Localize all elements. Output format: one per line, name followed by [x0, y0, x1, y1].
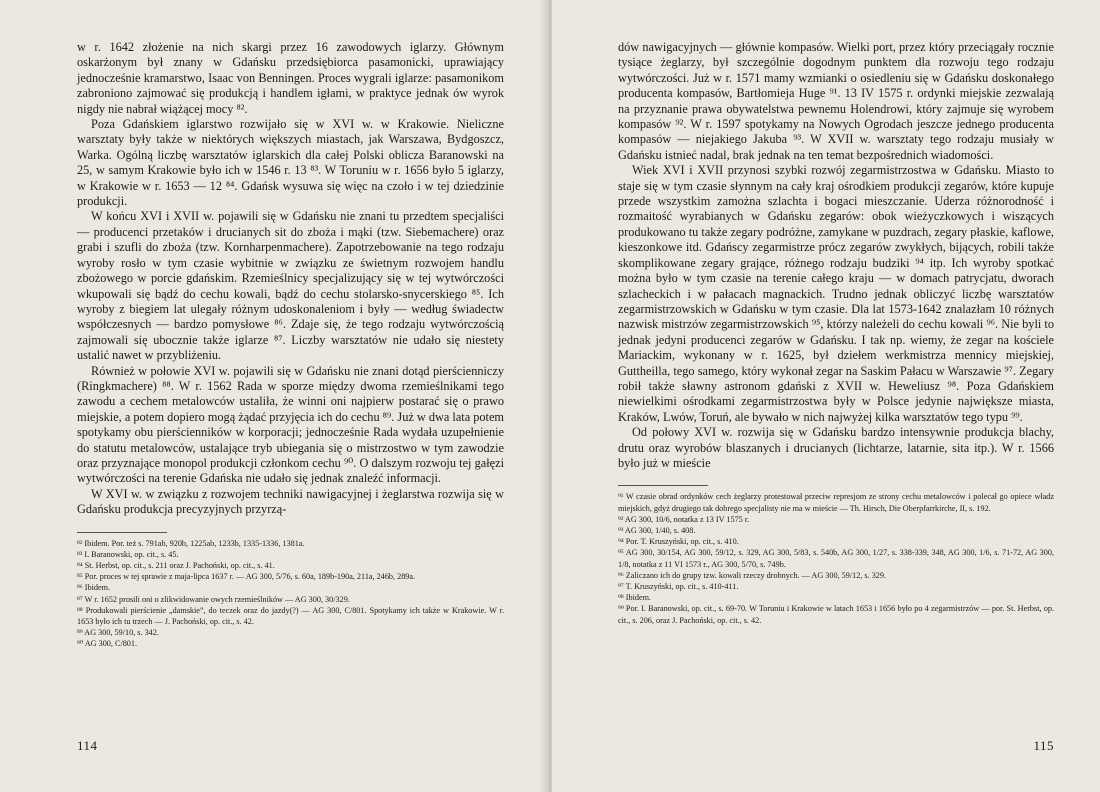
left-paragraph: W końcu XVI i XVII w. pojawili się w Gdańsku nie znani tu przedtem specjaliści — producenci przetaków i drucianych sit do zboża i mąki (tzw. Siebemachere) oraz grabi i szufli do zboża (tzw. Kornharpenmachere). Zapotrzebowanie na tego rodzaju wyroby rosło w tym czasie wybitnie w związku ze świetnym rozwojem handlu zbożowego w porcie gdańskim. Rzemieślnicy specjalizujący się w tej wytwórczości wkupowali się bądź do cechu kowali, bądź do cechu stolarsko-snycerskiego ⁸⁵. Ich wyroby z biegiem lat ulegały różnym udoskonaleniom i były — według świadectw współczesnych — bardzo pomysłowe ⁸⁶. Zdaje się, że tego rodzaju wytwórczością zajmowali się ubocznie także iglarze ⁸⁷. Liczby warsztatów nie udało się niestety ustalić nawet w przybliżeniu.: [77, 209, 504, 363]
page-number-right: 115: [1033, 738, 1054, 753]
footnote: ⁹³ AG 300, 1/40, s. 408.: [618, 525, 696, 535]
footnote: ⁹⁷ T. Kruszyński, op. cit., s. 410-411.: [618, 582, 739, 591]
right-paragraph: Wiek XVI i XVII przynosi szybki rozwój zegarmistrzostwa w Gdańsku. Miasto to staje się w tym czasie słynnym na cały kraj ośrodkiem produkcji zegarów, które kupuje przede wszystkim zamożna szlachta i bogaci mieszczanie. Uderza różnorodność i rozmaitość wyrabianych w Gdańsku zegarów: obok wieżyczkowych i wiszących produkowano tu także zegary podróżne, zamykane w puzdrach, zegary płaskie, kaflowe, kieszonkowe itd. Gdańscy zegarmistrze prócz zegarów zwykłych, bijących, robili także skomplikowane zegary grające, różnego rodzaju budziki ⁹⁴ itp. Ich wyroby spotkać można było w tym czasie na terenie całego kraju — w domach patrycjatu, dworach szlacheckich i w pałacach magnackich. Trudno jednak obliczyć liczbę warsztatów zegarmistrzowskich w Gdańsku w tym czasie. Dla lat 1573-1642 znalazłam 10 różnych nazwisk mistrzów zegarmistrzowskich ⁹⁵, którzy należeli do cechu kowali ⁹⁶. Nie byli to jednak jedyni producenci zegarów w Gdańsku. I tak np. wiemy, że zegar na kościele Mariackim, wykonany w r. 1625, był dziełem werkmistrza mennicy miejskiej, Guttheilla, tego samego, który wykonał zegar na Saskim Pałacu w Warszawie ⁹⁷. Zegary robił także sławny astronom gdański z XVII w. Heweliusz ⁹⁸. Poza Gdańskiem niewielkimi ośrodkami zegarmistrzostwa były w Polsce jedynie największe miasta, Kraków, Lwów, Toruń, ale bywało w nich najwyżej kilka warsztatów tego typu ⁹⁹.: [618, 163, 1054, 424]
right-paragraph: dów nawigacyjnych — głównie kompasów. Wielki port, przez który przeciągały rocznie tysiące żeglarzy, był szczególnie dogodnym punktem dla rozwoju tego rodzaju wytwórczości. Już w r. 1571 mamy wzmianki o osiedleniu się w Gdańsku doskonałego producenta kompasów, Bartłomieja Huge ⁹¹. 13 IV 1575 r. ordynki miejskie zezwalają na przyznanie prawa obywatelstwa pewnemu Holendrowi, który zajmuje się wyrobem kompasów ⁹². W r. 1597 spotykamy na Nowych Ogrodach jeszcze jednego producenta kompasów — niejakiego Jakuba ⁹³. W XVII w. warsztaty tego rodzaju musiały w Gdańsku istnieć nadal, brak jednak na ten temat bezpośrednich wiadomości.: [618, 40, 1054, 162]
footnote: ⁹⁹ Por. I. Baranowski, op. cit., s. 69-70. W Toruniu i Krakowie w latach 1653 i 1656 było po 4 zegarmistrzów — por. St. Herbst, op. cit., s. 206, oraz J. Pachoński, op. cit., s. 42.: [618, 604, 1054, 625]
footnote: ⁹⁰ AG 300, C/801.: [77, 639, 138, 649]
left-page-body: [77, 40, 504, 518]
footnote: ⁹² AG 300, 10/6, notatka z 13 IV 1575 r.: [618, 514, 750, 524]
footnote: ⁸⁹ AG 300, 59/10, s. 342.: [77, 628, 159, 638]
page-number-left: 114: [77, 738, 98, 753]
footnote: ⁹⁶ Zaliczano ich do grupy tzw. kowali rzeczy drobnych. — AG 300, 59/12, s. 329.: [618, 570, 887, 580]
left-paragraph: Również w połowie XVI w. pojawili się w Gdańsku nie znani dotąd pierścienniczy (Ringkmachere) ⁸⁸. W r. 1562 Rada w sporze między dwoma rzemieślnikami tego zawodu a cechem metalowców ustaliła, że winni oni najpierw postarać się o prawo miejskie, a potem dopiero mogą żądać przyjęcia ich do cechu ⁸⁹. Już w dwa lata potem spotykamy obu pierścienników w korporacji; jednocześnie Rada wydała uzupełnienie do statutu metalowców, ustalające tryb ubiegania się o mistrzostwo w tym zawodzie oraz przyznające monopol produkcji członkom cechu ⁹⁰. O dalszym rozwoju tej gałęzi wytwórczości na terenie Gdańska nie udało się jednak znaleźć informacji.: [77, 363, 504, 486]
left-page: [0, 0, 548, 792]
left-paragraph: W XVI w. w związku z rozwojem techniki nawigacyjnej i żeglarstwa rozwija się w Gdańsku produkcja precyzyjnych przyrzą-: [77, 486, 504, 517]
footnote: ⁸⁸ Produkowali pierścienie „damskie”, do teczek oraz do jazdy(?) — AG 300, C/801. Spotykamy ich także w Krakowie. W r. 1653 było ich tu trzech — J. Pachoński, op. cit., s. 42.: [77, 605, 504, 627]
footnote: ⁸² Ibidem. Por. też s. 791ab, 920b, 1225ab, 1233b, 1335-1336, 1381a.: [77, 538, 305, 548]
footnote: ⁹⁵ AG 300, 30/154, AG 300, 59/12, s. 329, AG 300, 5/83, s. 540b, AG 300, 1/27, s. 338-339, 348, AG 300, 1/6, s. 71-72, AG 300, 1/8, notatka z 11 VI 1573 r., AG 300, 5/70, s. 749b.: [618, 548, 1054, 569]
footnote: ⁹¹ W czasie obrad ordynków cech żeglarzy protestował przeciw represjom ze strony cechu metalowców i polecał go opiece władz miejskich, gdyż drugiego tak dobrego specjalisty nie ma w mieście — Th. Hirsch, Die Oberpfarrkirche, II, s. 192.: [618, 492, 1054, 513]
right-page-body: [618, 40, 1054, 471]
left-paragraph: Poza Gdańskiem iglarstwo rozwijało się w XVI w. w Krakowie. Nieliczne warsztaty były także w niektórych większych miastach, jak Warszawa, Bydgoszcz, Warka. Ogólną liczbę warsztatów iglarskich dla całej Polski oblicza Baranowski na 25, w samym Krakowie było ich w 1546 r. 13 ⁸³. W Toruniu w r. 1656 było 5 iglarzy, w Krakowie w r. 1653 — 12 ⁸⁴. Gdańsk wysuwa się więc na czoło i w tej dziedzinie produkcji.: [77, 117, 504, 209]
footnote: ⁹⁸ Ibidem.: [618, 593, 651, 603]
footnote: ⁸⁵ Por. proces w tej sprawie z maja-lipca 1637 r. — AG 300, 5/76, s. 60a, 189b-190a, 211a, 246b, 289a.: [77, 572, 416, 582]
right-paragraph: Od połowy XVI w. rozwija się w Gdańsku bardzo intensywnie produkcja blachy, drutu oraz wyrobów blaszanych i drucianych (lichtarze, latarnie, sita itp.). W r. 1566 było już w mieście: [618, 425, 1054, 470]
left-footnotes: [77, 532, 504, 650]
footnote: ⁹⁴ Por. T. Kruszyński, op. cit., s. 410.: [618, 537, 739, 547]
footnote: ⁸⁷ W r. 1652 prosili oni o zlikwidowanie owych rzemieślników — AG 300, 30/329.: [77, 594, 350, 604]
right-page: [552, 0, 1100, 792]
footnote: ⁸⁴ St. Herbst, op. cit., s. 211 oraz J. Pachoński, op. cit., s. 41.: [77, 561, 275, 570]
footnote: ⁸³ I. Baranowski, op. cit., s. 45.: [77, 549, 179, 559]
left-paragraph: w r. 1642 złożenie na nich skargi przez 16 zawodowych iglarzy. Głównym oskarżonym był znany w Gdańsku przedsiębiorca pasamonicki, uprawiający jednocześnie kramarstwo, Isaac von Benningen. Proces wygrali iglarze: pasamonikom zabroniono zajmować się produkcją i handlem igłami, w praktyce jednak ów wyrok nigdy nie nabrał wiążącej mocy ⁸².: [77, 40, 504, 116]
right-footnotes: [618, 485, 1054, 625]
footnote: ⁸⁶ Ibidem.: [77, 583, 110, 593]
